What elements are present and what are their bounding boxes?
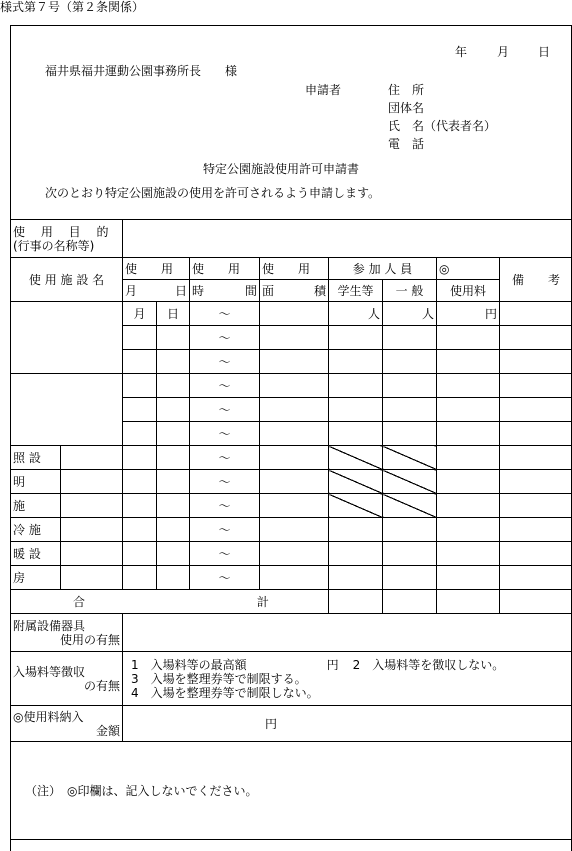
month-cell[interactable] — [123, 398, 157, 422]
table-row — [11, 302, 572, 326]
area-cell[interactable] — [260, 374, 329, 398]
equipment-label: 附属設備器具 使用の有無 — [11, 614, 123, 652]
form-number: 様式第７号（第２条関係） — [0, 0, 145, 14]
day-cell[interactable] — [157, 422, 190, 446]
general-header: 一 般 — [383, 280, 437, 302]
general-disabled — [383, 494, 437, 518]
general-cell[interactable] — [383, 542, 437, 566]
remarks-cell[interactable] — [500, 326, 572, 350]
general-cell[interactable] — [383, 374, 437, 398]
area-cell[interactable] — [260, 326, 329, 350]
area-cell[interactable] — [260, 422, 329, 446]
students-disabled — [329, 446, 383, 470]
fee-cell[interactable] — [437, 398, 500, 422]
cooling-label: 房 — [11, 566, 61, 590]
cooling-label: 暖 設 — [11, 542, 61, 566]
fee-mark: ◎ — [437, 258, 500, 280]
applicant-name: 氏 名（代表者名） — [388, 119, 497, 133]
date-year: 年 — [455, 45, 468, 59]
fee-cell[interactable] — [437, 470, 500, 494]
time-tilde: ～ — [190, 446, 260, 470]
fee-cell[interactable] — [437, 422, 500, 446]
day-cell[interactable] — [157, 350, 190, 374]
fee-header: 使用料 — [437, 280, 500, 302]
area-cell[interactable] — [260, 350, 329, 374]
students-cell[interactable] — [329, 542, 383, 566]
lighting-label: 明 — [11, 470, 61, 494]
remarks-cell[interactable] — [500, 446, 572, 470]
general-cell[interactable] — [383, 350, 437, 374]
fee-cell[interactable] — [437, 350, 500, 374]
time-tilde: ～ — [190, 302, 260, 326]
footnote-row — [11, 742, 572, 840]
payment-label: ◎使用料納入 金額 — [11, 706, 123, 742]
payment-input[interactable]: 円 — [123, 706, 572, 742]
day-cell[interactable] — [157, 326, 190, 350]
use-time-header: 使 用 — [190, 258, 260, 280]
students-cell[interactable] — [329, 398, 383, 422]
cooling-facility-cell[interactable] — [61, 518, 123, 542]
time-tilde: ～ — [190, 326, 260, 350]
equipment-row — [11, 614, 572, 652]
general-cell[interactable] — [383, 326, 437, 350]
area-cell[interactable] — [260, 518, 329, 542]
fee-cell[interactable] — [437, 326, 500, 350]
cooling-row — [11, 542, 572, 566]
area-cell[interactable] — [260, 566, 329, 590]
remarks-cell[interactable] — [500, 542, 572, 566]
general-disabled — [383, 470, 437, 494]
use-area-sub: 面 積 — [260, 280, 329, 302]
applicant-address: 住 所 — [388, 83, 425, 97]
purpose-row — [11, 220, 572, 258]
applicant-label: 申請者 — [305, 83, 342, 97]
purpose-label: 使 用 目 的 (行事の名称等) — [11, 220, 123, 258]
facility-cell[interactable] — [11, 302, 123, 374]
lighting-row — [11, 494, 572, 518]
students-unit: 人 — [329, 302, 383, 326]
admission-options[interactable]: 1 入場料等の最高額 円 2 入場料等を徴収しない。 3 入場を整理券等で制限する。 4 入場を整理券等で制限しない。 — [123, 652, 572, 706]
cooling-facility-cell[interactable] — [61, 566, 123, 590]
month-cell[interactable] — [123, 326, 157, 350]
use-area-header: 使 用 — [260, 258, 329, 280]
footnote: （注） ◎印欄は、記入しないでください。 — [11, 742, 572, 840]
facility-cell[interactable] — [11, 374, 123, 446]
month-cell[interactable] — [123, 494, 157, 518]
remarks-cell[interactable] — [500, 470, 572, 494]
date-day: 日 — [538, 45, 551, 59]
month-cell[interactable] — [123, 422, 157, 446]
students-cell[interactable] — [329, 422, 383, 446]
fee-cell[interactable] — [437, 566, 500, 590]
month-cell[interactable] — [123, 518, 157, 542]
month-cell[interactable] — [123, 350, 157, 374]
remarks-cell[interactable] — [500, 350, 572, 374]
equipment-input[interactable] — [123, 614, 572, 652]
general-cell[interactable] — [383, 398, 437, 422]
participants-header: 参 加 人 員 — [329, 258, 437, 280]
general-cell[interactable] — [383, 422, 437, 446]
day-cell[interactable] — [157, 518, 190, 542]
date-month: 月 — [497, 45, 510, 59]
general-cell[interactable] — [383, 518, 437, 542]
remarks-cell[interactable] — [500, 494, 572, 518]
cooling-facility-cell[interactable] — [61, 542, 123, 566]
day-cell[interactable] — [157, 494, 190, 518]
application-table — [10, 219, 572, 840]
cooling-row — [11, 518, 572, 542]
students-disabled — [329, 470, 383, 494]
remarks-cell[interactable] — [500, 398, 572, 422]
use-date-sub: 月 日 — [123, 280, 190, 302]
day-cell[interactable] — [157, 542, 190, 566]
cooling-row — [11, 566, 572, 590]
month-cell[interactable] — [123, 566, 157, 590]
admission-label: 入場料等徴収 の有無 — [11, 652, 123, 706]
time-tilde: ～ — [190, 422, 260, 446]
payment-row — [11, 706, 572, 742]
area-cell[interactable] — [260, 542, 329, 566]
facility-header: 使 用 施 設 名 — [11, 258, 123, 302]
lighting-label: 施 — [11, 494, 61, 518]
cooling-label: 冷 施 — [11, 518, 61, 542]
addressee: 福井県福井運動公園事務所長 様 — [45, 64, 238, 78]
lighting-facility-cell[interactable] — [61, 470, 123, 494]
month-cell[interactable] — [123, 470, 157, 494]
students-cell[interactable] — [329, 374, 383, 398]
day-cell[interactable] — [157, 470, 190, 494]
remarks-cell[interactable] — [500, 302, 572, 326]
table-row — [11, 374, 572, 398]
time-tilde: ～ — [190, 542, 260, 566]
general-cell[interactable] — [383, 566, 437, 590]
document-title: 特定公園施設使用許可申請書 — [203, 162, 360, 176]
total-remarks[interactable] — [500, 590, 572, 614]
students-cell[interactable] — [329, 566, 383, 590]
day-cell[interactable] — [157, 566, 190, 590]
total-fee[interactable] — [437, 590, 500, 614]
time-tilde: ～ — [190, 470, 260, 494]
students-header: 学生等 — [329, 280, 383, 302]
day-cell[interactable] — [157, 374, 190, 398]
day-cell[interactable] — [157, 446, 190, 470]
students-cell[interactable] — [329, 518, 383, 542]
applicant-phone: 電 話 — [388, 137, 425, 151]
time-tilde: ～ — [190, 398, 260, 422]
lighting-label: 照 設 — [11, 446, 61, 470]
remarks-cell[interactable] — [500, 422, 572, 446]
students-disabled — [329, 494, 383, 518]
intro-text: 次のとおり特定公園施設の使用を許可されるよう申請します。 — [45, 186, 381, 200]
area-cell[interactable] — [260, 302, 329, 326]
admission-row — [11, 652, 572, 706]
remarks-header: 備 考 — [500, 258, 572, 302]
month-cell[interactable] — [123, 374, 157, 398]
students-cell[interactable] — [329, 350, 383, 374]
total-label: 合 計 — [11, 590, 329, 614]
general-disabled — [383, 446, 437, 470]
day-unit: 日 — [157, 302, 190, 326]
time-tilde: ～ — [190, 518, 260, 542]
fee-cell[interactable] — [437, 518, 500, 542]
lighting-row — [11, 470, 572, 494]
total-row — [11, 590, 572, 614]
remarks-cell[interactable] — [500, 518, 572, 542]
purpose-input[interactable] — [123, 220, 572, 258]
total-general[interactable] — [383, 590, 437, 614]
fee-unit: 円 — [437, 302, 500, 326]
time-tilde: ～ — [190, 374, 260, 398]
remarks-cell[interactable] — [500, 566, 572, 590]
total-students[interactable] — [329, 590, 383, 614]
use-time-sub: 時 間 — [190, 280, 260, 302]
area-cell[interactable] — [260, 470, 329, 494]
month-cell[interactable] — [123, 542, 157, 566]
day-cell[interactable] — [157, 398, 190, 422]
header-row-1 — [11, 258, 572, 280]
applicant-group: 団体名 — [388, 101, 425, 115]
time-tilde: ～ — [190, 566, 260, 590]
remarks-cell[interactable] — [500, 374, 572, 398]
use-date-header: 使 用 — [123, 258, 190, 280]
general-unit: 人 — [383, 302, 437, 326]
lighting-facility-cell[interactable] — [61, 446, 123, 470]
area-cell[interactable] — [260, 398, 329, 422]
fee-cell[interactable] — [437, 494, 500, 518]
fee-cell[interactable] — [437, 374, 500, 398]
area-cell[interactable] — [260, 494, 329, 518]
lighting-facility-cell[interactable] — [61, 494, 123, 518]
fee-cell[interactable] — [437, 446, 500, 470]
month-unit: 月 — [123, 302, 157, 326]
area-cell[interactable] — [260, 446, 329, 470]
time-tilde: ～ — [190, 350, 260, 374]
fee-cell[interactable] — [437, 542, 500, 566]
time-tilde: ～ — [190, 494, 260, 518]
month-cell[interactable] — [123, 446, 157, 470]
students-cell[interactable] — [329, 326, 383, 350]
lighting-row — [11, 446, 572, 470]
